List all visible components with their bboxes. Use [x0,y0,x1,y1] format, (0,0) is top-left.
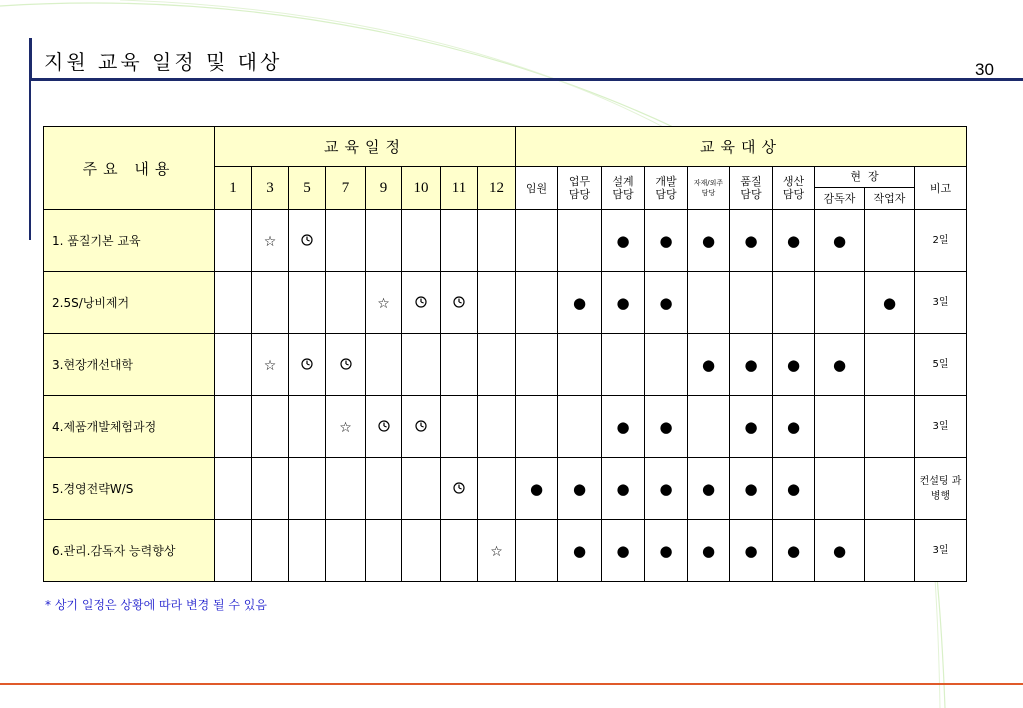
target-cell [558,520,602,582]
schedule-cell [326,458,366,520]
target-cell [602,272,645,334]
target-cell [730,458,773,520]
target-cell [815,520,865,582]
schedule-cell [252,210,289,272]
schedule-cell [289,520,326,582]
target-cell [773,520,815,582]
target-cell [815,272,865,334]
target-cell [558,458,602,520]
filled-circle-icon: ● [616,294,630,312]
course-name: 6.관리.감독자 능력향상 [44,520,215,582]
field-sub-worker: 작업자 [873,192,906,205]
target-cell [688,520,730,582]
filled-circle-icon: ● [659,542,673,560]
course-name: 2.5S/낭비제거 [44,272,215,334]
schedule-cell [215,210,252,272]
target-group-header [688,167,730,210]
schedule-cell [441,396,478,458]
target-cell [865,210,915,272]
filled-circle-icon: ● [616,542,630,560]
target-cell [688,272,730,334]
target-group-header [558,167,602,210]
schedule-cell [478,272,516,334]
target-cell [865,520,915,582]
remark-header: 비고 [915,167,967,210]
target-group-label: 담당 [655,188,677,201]
left-accent-line [29,80,31,240]
schedule-cell [478,396,516,458]
filled-circle-icon: ● [832,356,847,374]
filled-circle-icon: ● [701,480,716,498]
filled-circle-icon: ● [744,356,758,374]
target-group-header [645,167,688,210]
filled-circle-icon: ● [529,480,544,498]
schedule-cell [289,458,326,520]
schedule-cell [215,334,252,396]
target-cell [516,520,558,582]
schedule-cell [478,334,516,396]
filled-circle-icon: ● [616,480,630,498]
target-cell [645,210,688,272]
target-cell [602,396,645,458]
filled-circle-icon: ● [832,232,847,250]
clock-icon [340,355,352,374]
target-cell [645,520,688,582]
target-cell [865,272,915,334]
star-icon: ☆ [490,544,503,560]
schedule-cell [402,334,441,396]
star-icon: ☆ [377,296,390,312]
schedule-cell [441,210,478,272]
schedule-cell [326,396,366,458]
target-cell [773,210,815,272]
target-group-label: 담당 [612,188,634,201]
schedule-cell [402,210,441,272]
filled-circle-icon: ● [659,294,673,312]
month-header: 11 [441,167,478,210]
course-name: 4.제품개발체험과정 [44,396,215,458]
target-cell [688,334,730,396]
schedule-cell [402,272,441,334]
target-group-label: 임원 [525,181,548,195]
page-title: 지원 교육 일정 및 대상 [44,50,283,74]
target-cell [516,458,558,520]
target-cell [645,334,688,396]
remark-cell: 5일 [915,334,967,396]
target-cell [645,396,688,458]
target-cell [645,458,688,520]
filled-circle-icon: ● [572,294,587,312]
star-icon: ☆ [339,420,352,436]
schedule-cell [441,458,478,520]
schedule-cell [252,396,289,458]
target-cell [558,334,602,396]
bottom-rule [0,683,1023,685]
schedule-cell [402,458,441,520]
target-cell [730,334,773,396]
course-name: 1. 품질기본 교육 [44,210,215,272]
target-group-label: 담당 [740,188,762,201]
course-name: 3.현장개선대학 [44,334,215,396]
target-cell [730,520,773,582]
filled-circle-icon: ● [832,542,847,560]
target-group-label: 담당 [701,189,716,197]
filled-circle-icon: ● [786,480,801,498]
target-group-label: 담당 [782,188,805,201]
month-header: 3 [252,167,289,210]
schedule-cell [402,396,441,458]
table-row [44,458,967,520]
schedule-cell [366,334,402,396]
schedule-cell [366,396,402,458]
schedule-cell [252,334,289,396]
month-header: 12 [478,167,516,210]
title-accent-bar [29,38,32,80]
table-row [44,520,967,582]
clock-icon [301,231,313,250]
target-group-label: 품질 [740,175,762,188]
clock-icon [378,417,390,436]
target-cell [602,458,645,520]
filled-circle-icon: ● [786,418,801,436]
schedule-cell [366,210,402,272]
schedule-cell [215,520,252,582]
target-group-header [773,167,815,210]
schedule-table [43,126,967,582]
target-group-header [730,167,773,210]
target-cell [773,272,815,334]
schedule-cell [326,210,366,272]
clock-icon [415,293,427,312]
schedule-cell [289,210,326,272]
schedule-header: 교육일정 [215,127,516,167]
filled-circle-icon: ● [744,232,758,250]
target-cell [815,210,865,272]
filled-circle-icon: ● [744,418,758,436]
clock-icon [415,417,427,436]
month-header: 1 [215,167,252,210]
target-cell [688,396,730,458]
target-cell [558,272,602,334]
schedule-cell [289,272,326,334]
target-cell [730,272,773,334]
filled-circle-icon: ● [701,232,716,250]
schedule-cell [441,272,478,334]
clock-icon [301,355,313,374]
filled-circle-icon: ● [616,232,630,250]
target-cell [645,272,688,334]
target-group-label: 담당 [568,188,591,201]
target-group-label: 개발 [655,175,677,188]
target-cell [558,396,602,458]
target-cell [773,334,815,396]
field-header [815,167,915,210]
remark-cell: 2일 [915,210,967,272]
target-cell [516,210,558,272]
filled-circle-icon: ● [786,542,801,560]
filled-circle-icon: ● [882,294,897,312]
footnote: * 상기 일정은 상황에 따라 변경 될 수 있음 [45,598,267,612]
schedule-cell [326,272,366,334]
schedule-cell [478,458,516,520]
schedule-cell [441,334,478,396]
title-underline [29,78,1023,81]
schedule-cell [366,458,402,520]
schedule-cell [252,520,289,582]
table-row [44,272,967,334]
target-cell [865,396,915,458]
schedule-cell [366,272,402,334]
target-cell [773,458,815,520]
remark-cell: 3일 [915,520,967,582]
schedule-cell [215,458,252,520]
schedule-cell [289,396,326,458]
table-row [44,396,967,458]
month-header: 7 [326,167,366,210]
filled-circle-icon: ● [744,542,758,560]
target-group-label: 생산 [782,175,805,188]
schedule-cell [252,458,289,520]
month-header: 9 [366,167,402,210]
target-cell [815,334,865,396]
filled-circle-icon: ● [572,480,587,498]
field-header-label: 현 장 [815,167,914,188]
target-header: 교육대상 [516,127,967,167]
schedule-cell [441,520,478,582]
target-group-header [602,167,645,210]
filled-circle-icon: ● [616,418,630,436]
filled-circle-icon: ● [786,232,801,250]
table-row [44,334,967,396]
filled-circle-icon: ● [701,356,716,374]
content-header: 주요 내용 [44,127,215,210]
target-group-label: 자재/외주 [693,179,724,187]
target-cell [815,396,865,458]
field-sub-supervisor: 감독자 [815,188,865,209]
schedule-cell [215,272,252,334]
target-cell [730,396,773,458]
target-cell [773,396,815,458]
target-group-header [516,167,558,210]
target-group-label: 설계 [612,175,634,188]
schedule-cell [326,520,366,582]
target-cell [865,334,915,396]
month-header: 5 [289,167,326,210]
target-cell [815,458,865,520]
remark-cell: 3일 [915,396,967,458]
remark-cell: 컨설팅 과 병행 [915,458,967,520]
schedule-cell [252,272,289,334]
target-cell [730,210,773,272]
filled-circle-icon: ● [744,480,758,498]
target-cell [558,210,602,272]
clock-icon [453,479,465,498]
filled-circle-icon: ● [659,232,673,250]
schedule-cell [366,520,402,582]
filled-circle-icon: ● [659,418,673,436]
schedule-cell [326,334,366,396]
schedule-cell [289,334,326,396]
target-cell [516,272,558,334]
filled-circle-icon: ● [659,480,673,498]
filled-circle-icon: ● [701,542,716,560]
target-group-label: 업무 [568,175,591,188]
target-cell [688,210,730,272]
month-header: 10 [402,167,441,210]
schedule-cell [215,396,252,458]
course-name: 5.경영전략W/S [44,458,215,520]
target-cell [865,458,915,520]
target-cell [688,458,730,520]
remark-cell: 3일 [915,272,967,334]
star-icon: ☆ [263,358,277,374]
schedule-cell [402,520,441,582]
target-cell [516,334,558,396]
target-cell [516,396,558,458]
filled-circle-icon: ● [786,356,801,374]
target-cell [602,210,645,272]
schedule-cell [478,520,516,582]
target-cell [602,520,645,582]
filled-circle-icon: ● [572,542,587,560]
clock-icon [453,293,465,312]
star-icon: ☆ [263,234,277,250]
schedule-cell [478,210,516,272]
table-row [44,210,967,272]
page-number: 30 [975,60,994,79]
target-cell [602,334,645,396]
